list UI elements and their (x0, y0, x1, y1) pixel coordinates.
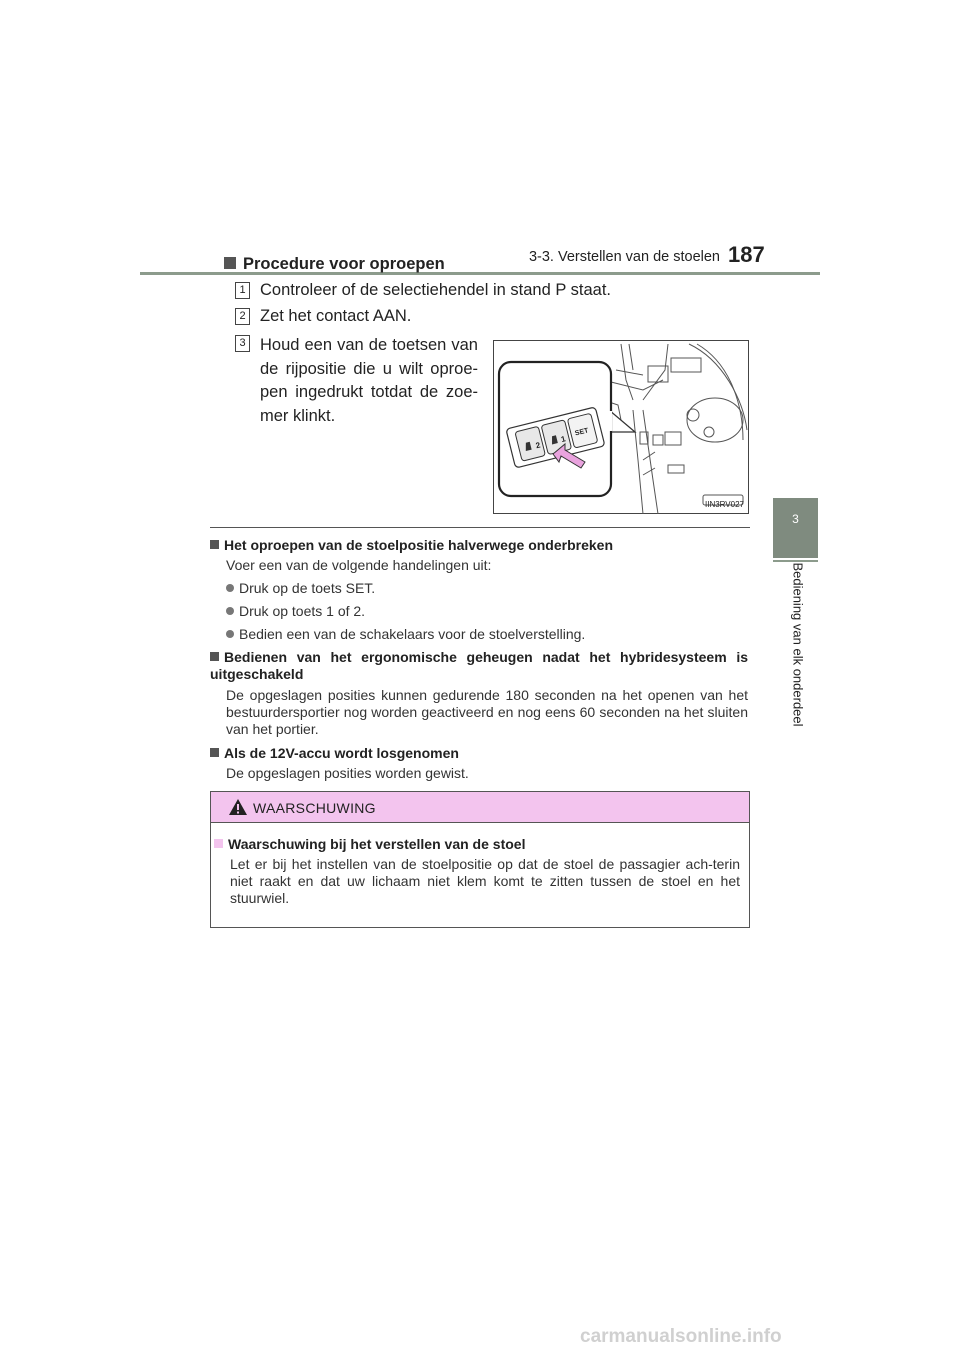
memory-switch-illustration (493, 340, 749, 514)
warning-title: WAARSCHUWING (253, 800, 376, 816)
step-1-text: Controleer of de selectiehendel in stand P staat. (260, 281, 612, 299)
procedure-heading-text: Procedure voor oproepen (243, 255, 445, 273)
illustration-code: IIN3RV027 (705, 500, 744, 509)
warning-triangle-icon (228, 798, 248, 816)
note-1-bullet-3: Bedien een van de schakelaars voor de stoelverstelling. (226, 626, 585, 642)
note-3-title: Als de 12V-accu wordt losgenomen (210, 745, 748, 762)
button-label-set: SET (574, 427, 590, 438)
footer-watermark: carmanualsonline.info (580, 1326, 782, 1347)
square-bullet-icon (224, 257, 236, 269)
square-bullet-icon (210, 748, 219, 757)
running-header-section: 3-3. Verstellen van de stoelen (528, 249, 720, 265)
procedure-heading (224, 255, 445, 274)
note-2-body: De opgeslagen posities kunnen gedurende 180 seconden na het openen van het bestuurdersportier nog worden geactiveerd en nog eens 60 seconden na het sluiten van het portier. (226, 687, 748, 737)
step-3-badge: 3 (235, 335, 250, 352)
bullet-dot-icon (226, 584, 234, 592)
note-3-body: De opgeslagen posities worden gewist. (226, 765, 469, 781)
section-divider (210, 527, 750, 528)
chapter-tab-number: 3 (792, 512, 799, 526)
warning-item-title: Waarschuwing bij het verstellen van de stoel (214, 836, 525, 852)
warning-item-body: Let er bij het instellen van de stoelpositie op dat de stoel de passagier ach-terin niet raakt en dat uw lichaam niet klem komt te zitten tussen de stoel en het stuurwiel. (230, 856, 740, 906)
note-1-bullet-2: Druk op toets 1 of 2. (226, 603, 365, 619)
square-bullet-icon (210, 540, 219, 549)
bullet-dot-icon (226, 607, 234, 615)
square-bullet-icon (214, 839, 223, 848)
step-2-text: Zet het contact AAN. (260, 307, 412, 325)
note-1-bullet-1: Druk op de toets SET. (226, 580, 375, 596)
step-2-badge: 2 (235, 308, 250, 325)
step-3-text: Houd een van de toetsen van de rijpositie die u wilt oproe-pen ingedrukt totdat de zoe-mer klinkt. (260, 336, 478, 425)
chapter-tab-label: Bediening van elk onderdeel (790, 562, 806, 727)
button-label-1: 1 (560, 434, 567, 445)
note-1-title: Het oproepen van de stoelpositie halverwege onderbreken (210, 537, 748, 554)
note-2-title: Bedienen van het ergonomische geheugen nadat het hybridesysteem is uitgeschakeld (210, 649, 748, 682)
button-label-2: 2 (534, 440, 542, 451)
step-1-badge: 1 (235, 282, 250, 299)
bullet-dot-icon (226, 630, 234, 638)
page-number: 187 (728, 242, 765, 267)
square-bullet-icon (210, 652, 219, 661)
note-1-intro: Voer een van de volgende handelingen uit: (226, 557, 492, 573)
